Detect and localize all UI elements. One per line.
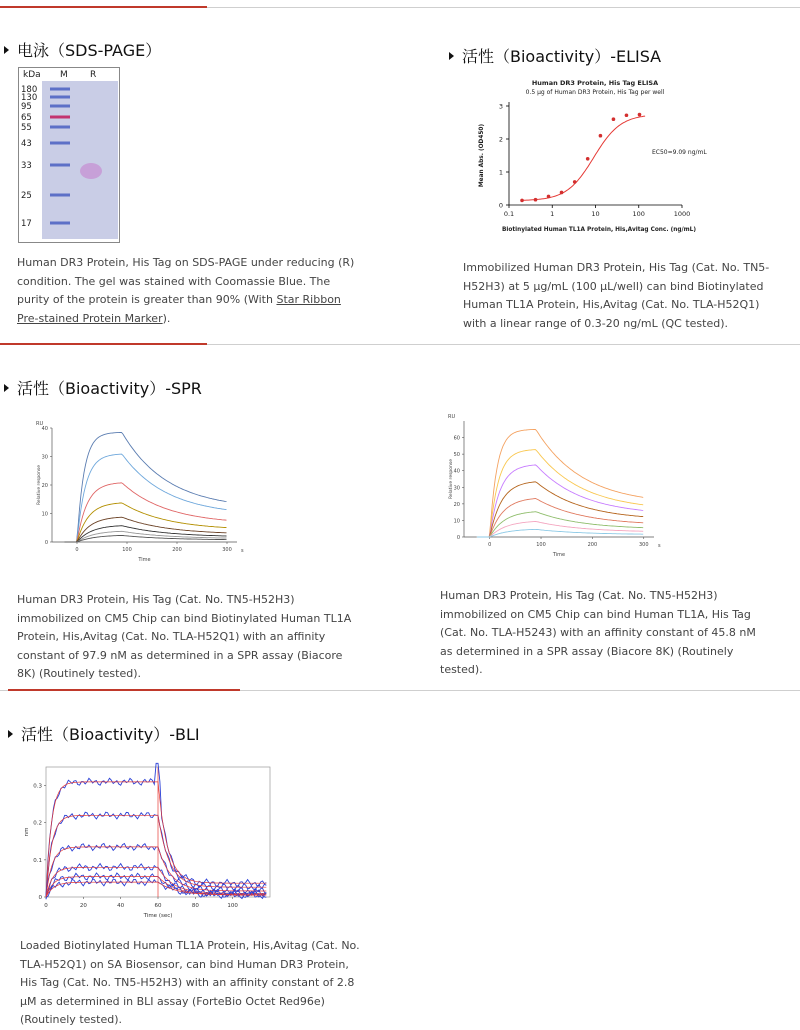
elisa-data-point — [573, 180, 577, 184]
gel-marker-band — [50, 142, 70, 145]
sds-desc-text: Human DR3 Protein, His Tag on SDS-PAGE under reducing (R) condition. The gel was stained with Coomassie Blue. The purity of the protein is greater than 90% (With — [17, 256, 355, 306]
bullet-triangle-icon — [4, 46, 9, 54]
bli-y-tick-label: 0.2 — [33, 820, 42, 827]
gel-marker-band — [50, 96, 70, 99]
sds-description — [17, 254, 357, 328]
section-accent — [8, 689, 240, 691]
gel-lane-m: M — [60, 70, 68, 80]
spr-y-unit: RU — [36, 421, 44, 427]
spr-y-axis-label: Relative response — [37, 464, 42, 506]
spr-sensorgram-line — [65, 454, 227, 542]
elisa-y-axis-label: Mean Abs. (OD450) — [479, 123, 485, 188]
gel-marker-band — [50, 164, 70, 167]
gel-marker-label: 17 — [21, 219, 32, 229]
spr-x-axis-label: Time — [552, 552, 566, 558]
spr-y-tick-label: 0 — [44, 540, 48, 546]
gel-marker-label: 65 — [21, 113, 32, 123]
gel-marker-label: 130 — [21, 93, 38, 103]
spr-x-axis-label: Time — [138, 557, 151, 563]
elisa-ec50-annotation: EC50=9.09 ng/mL — [652, 149, 707, 156]
spr-sensorgram-line — [477, 450, 643, 537]
gel-lane-r: R — [90, 70, 97, 80]
spr-y-tick-label: 60 — [453, 435, 460, 442]
spr-y-tick-label: 0 — [456, 535, 460, 541]
sample-band — [80, 163, 102, 179]
spr-y-tick-label: 10 — [453, 518, 460, 525]
spr-x-tick-label: 100 — [122, 547, 132, 553]
elisa-chart-subtitle: 0.5 μg of Human DR3 Protein, His Tag per well — [525, 89, 665, 96]
spr-x-unit: s — [241, 548, 244, 554]
elisa-x-tick-label: 10 — [591, 210, 600, 218]
bullet-triangle-icon — [4, 384, 9, 392]
spr-y-axis-label: Relative response — [449, 458, 454, 500]
gel-marker-band — [50, 116, 70, 119]
elisa-data-point — [547, 195, 551, 199]
bullet-triangle-icon — [449, 52, 454, 60]
sds-title: 电泳（SDS-PAGE） — [17, 41, 162, 60]
spr-y-tick-label: 50 — [453, 452, 460, 459]
bli-y-axis-label: nm — [24, 827, 30, 837]
gel-marker-band — [50, 194, 70, 197]
spr-y-tick-label: 20 — [41, 483, 48, 489]
bli-title: 活性（Bioactivity）-BLI — [21, 725, 200, 744]
top-accent — [0, 6, 207, 8]
marker-link[interactable]: Star Ribbon Pre-stained Protein Marker — [17, 293, 341, 325]
bli-x-tick-label: 80 — [191, 903, 199, 909]
spr-left-description: Human DR3 Protein, His Tag (Cat. No. TN5-H52H3) immobilized on CM5 Chip can bind Biotinylated Human TL1A Protein, His,Avitag (Cat. No. TLA-H52Q1) with an affinity constant of 97.9 nM as determined in a SPR assay (Biacore 8K) (Routinely tested). — [17, 593, 352, 680]
gel-marker-band — [50, 222, 70, 225]
spr-x-tick-label: 0 — [488, 542, 492, 548]
bli-y-tick-label: 0.1 — [33, 857, 42, 864]
bli-x-tick-label: 60 — [154, 903, 162, 909]
bli-y-tick-label: 0 — [38, 895, 42, 901]
elisa-heading — [449, 44, 661, 67]
spr-x-tick-label: 200 — [172, 547, 182, 553]
spr-x-unit: s — [658, 543, 661, 549]
gel-marker-label: 55 — [21, 123, 32, 133]
gel-marker-label: 180 — [21, 85, 38, 95]
spr-y-tick-label: 30 — [41, 454, 48, 461]
elisa-x-tick-label: 0.1 — [503, 210, 515, 218]
bli-x-tick-label: 100 — [227, 903, 238, 909]
elisa-y-tick-label: 2 — [498, 135, 503, 144]
spr-y-tick-label: 20 — [453, 501, 460, 508]
elisa-data-point — [625, 113, 629, 117]
spr-x-tick-label: 0 — [75, 547, 79, 553]
bli-heading — [8, 722, 200, 745]
bli-y-tick-label: 0.3 — [33, 783, 42, 790]
elisa-y-tick-label: 1 — [498, 168, 503, 177]
spr-y-tick-label: 40 — [453, 468, 460, 475]
spr-y-tick-label: 30 — [453, 485, 460, 492]
gel-marker-label: 33 — [21, 161, 32, 171]
spr-x-tick-label: 300 — [222, 547, 232, 553]
gel-kda-label: kDa — [23, 70, 41, 80]
gel-marker-band — [50, 105, 70, 108]
elisa-chart-title: Human DR3 Protein, His Tag ELISA — [531, 79, 659, 87]
spr-y-tick-label: 40 — [41, 426, 48, 432]
spr-y-tick-label: 10 — [41, 511, 48, 518]
sds-desc-end: ). — [162, 311, 171, 325]
elisa-fit-curve — [522, 116, 645, 200]
elisa-x-tick-label: 1000 — [673, 210, 691, 218]
bli-description: Loaded Biotinylated Human TL1A Protein, His,Avitag (Cat. No. TLA-H52Q1) on SA Biosensor, can bind Human DR3 Protein, His Tag (Cat. No. TN5-H52H3) with an affinity constant of 2.8 μM as determined in BLI assay (ForteBio Octet Red96e) (Routinely tested). — [20, 939, 360, 1026]
bli-x-tick-label: 0 — [44, 903, 48, 909]
elisa-x-tick-label: 100 — [632, 210, 645, 218]
spr-right-chart — [444, 413, 660, 563]
gel-marker-band — [50, 88, 70, 91]
bullet-triangle-icon — [8, 730, 13, 738]
elisa-description: Immobilized Human DR3 Protein, His Tag (Cat. No. TN5-H52H3) at 5 μg/mL (100 μL/well) can bind Biotinylated Human TL1A Protein, His,Avitag (Cat. No. TLA-H52Q1) with a linear range of 0.3-20 ng/mL (QC tested). — [463, 261, 770, 330]
spr-x-tick-label: 100 — [536, 542, 546, 548]
spr-right-description: Human DR3 Protein, His Tag (Cat. No. TN5-H52H3) immobilized on CM5 Chip can bind Human TL1A, His Tag (Cat. No. TLA-H5243) with an affinity constant of 45.8 nM as determined in a SPR assay (Biacore 8K) (Routinely tested). — [440, 589, 756, 676]
gel-marker-label: 95 — [21, 102, 32, 112]
spr-x-tick-label: 200 — [587, 542, 598, 548]
gel-marker-label: 25 — [21, 191, 32, 201]
spr-x-tick-label: 300 — [638, 542, 649, 548]
spr-title: 活性（Bioactivity）-SPR — [17, 379, 202, 398]
bli-x-tick-label: 20 — [79, 903, 87, 909]
elisa-data-point — [534, 198, 538, 202]
gel-marker-label: 43 — [21, 139, 32, 149]
elisa-x-axis-label: Biotinylated Human TL1A Protein, His,Avitag Conc. (ng/mL) — [501, 227, 697, 233]
spr-sensorgram-line — [65, 483, 227, 542]
elisa-data-point — [599, 134, 603, 138]
bli-x-axis-label: Time (sec) — [143, 913, 173, 919]
elisa-y-tick-label: 0 — [498, 201, 503, 210]
sds-heading — [4, 38, 161, 61]
elisa-data-point — [612, 117, 616, 121]
section-accent — [0, 343, 207, 345]
bli-x-tick-label: 40 — [117, 903, 125, 909]
spr-y-unit: RU — [448, 414, 456, 420]
elisa-data-point — [638, 113, 642, 117]
elisa-y-tick-label: 3 — [498, 102, 503, 111]
spr-heading — [4, 376, 202, 399]
elisa-data-point — [560, 191, 564, 195]
sds-gel-image — [18, 67, 120, 243]
elisa-data-point — [520, 199, 524, 203]
elisa-x-tick-label: 1 — [550, 210, 555, 218]
gel-marker-band — [50, 126, 70, 129]
spr-sensorgram-line — [477, 522, 643, 538]
spr-left-chart — [32, 418, 242, 568]
elisa-chart — [472, 76, 712, 236]
bli-chart — [20, 765, 272, 925]
elisa-data-point — [586, 157, 590, 161]
elisa-title: 活性（Bioactivity）-ELISA — [462, 47, 662, 66]
